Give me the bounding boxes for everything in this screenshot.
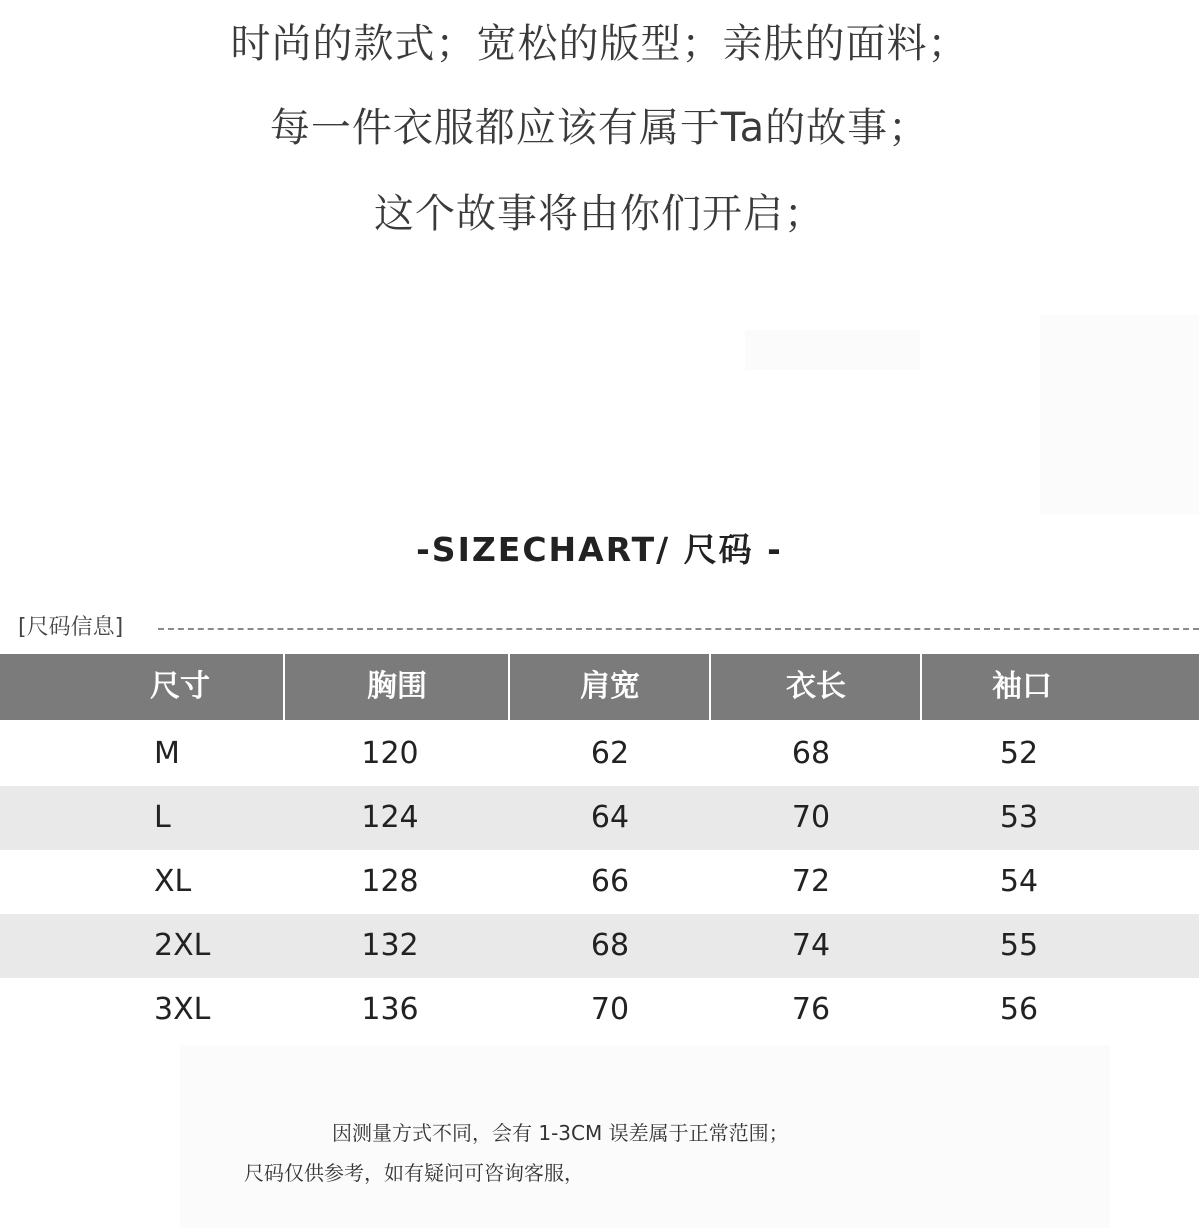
size-info-row	[18, 612, 1199, 644]
cell-chest: 120	[361, 736, 419, 771]
header-size: 尺寸	[150, 669, 210, 704]
cell-length: 76	[791, 992, 831, 1027]
cell-shoulder: 64	[590, 800, 630, 835]
table-row	[0, 722, 1199, 786]
cell-shoulder: 68	[590, 928, 630, 963]
background-patch	[745, 330, 920, 370]
header-length: 衣长	[786, 669, 846, 704]
sizechart-title: -SIZECHART/ 尺码 -	[416, 530, 783, 569]
cell-shoulder: 62	[590, 736, 630, 771]
header-chest: 胸围	[367, 669, 427, 704]
intro-line-3: 这个故事将由你们开启；	[374, 191, 825, 237]
size-table	[0, 654, 1199, 1042]
cell-length: 74	[791, 928, 831, 963]
cell-cuff: 54	[999, 864, 1039, 899]
cell-cuff: 53	[999, 800, 1039, 835]
cell-chest: 124	[361, 800, 419, 835]
note-line-2: 尺码仅供参考，如有疑问可咨询客服，	[244, 1161, 584, 1185]
cell-chest: 128	[361, 864, 419, 899]
background-patch	[1040, 315, 1199, 515]
intro-line-1: 时尚的款式；宽松的版型；亲肤的面料；	[230, 21, 969, 67]
header-shoulder: 肩宽	[580, 669, 640, 704]
cell-cuff: 55	[999, 928, 1039, 963]
cell-length: 72	[791, 864, 831, 899]
cell-chest: 136	[361, 992, 419, 1027]
cell-cuff: 52	[999, 736, 1039, 771]
table-row	[0, 978, 1199, 1042]
size-info-label: [尺码信息]	[18, 612, 131, 644]
intro-line-2: 每一件衣服都应该有属于Ta的故事；	[269, 105, 930, 151]
cell-shoulder: 70	[590, 992, 630, 1027]
cell-size: M	[154, 736, 180, 771]
cell-length: 68	[791, 736, 831, 771]
header-cuff: 袖口	[992, 669, 1052, 704]
cell-length: 70	[791, 800, 831, 835]
cell-shoulder: 66	[590, 864, 630, 899]
table-row	[0, 850, 1199, 914]
cell-size: 3XL	[154, 992, 211, 1027]
table-header	[0, 654, 1199, 720]
note-line-1: 因测量方式不同，会有 1-3CM 误差属于正常范围；	[332, 1121, 789, 1145]
table-row	[0, 786, 1199, 850]
cell-size: XL	[154, 864, 192, 899]
cell-size: L	[154, 800, 171, 835]
cell-chest: 132	[361, 928, 419, 963]
table-row	[0, 914, 1199, 978]
cell-cuff: 56	[999, 992, 1039, 1027]
cell-size: 2XL	[154, 928, 211, 963]
dashed-divider	[158, 628, 1199, 630]
